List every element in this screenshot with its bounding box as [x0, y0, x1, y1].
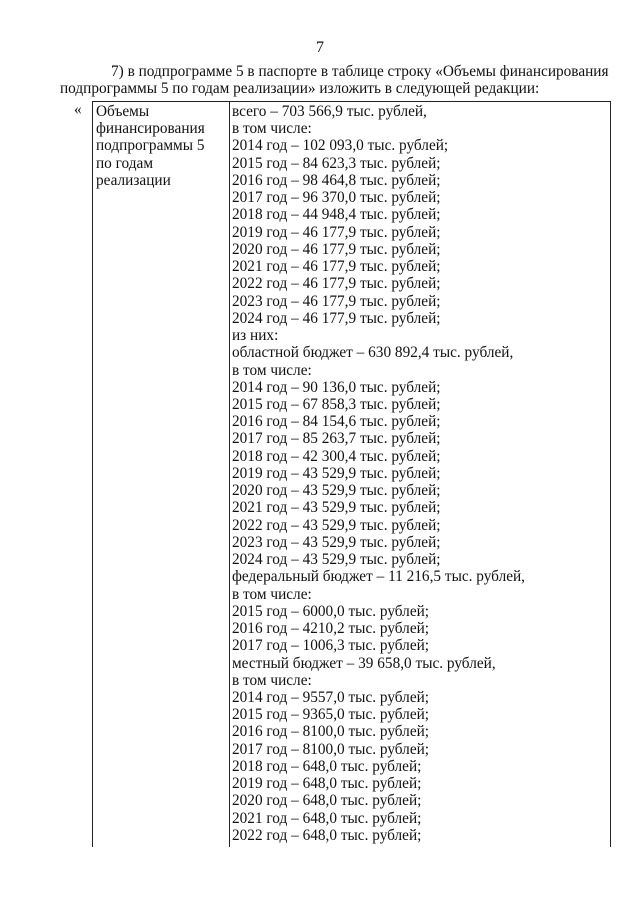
table-value-line: федеральный бюджет – 11 216,5 тыс. рублей,	[232, 568, 526, 586]
table-value-line: 2020 год – 43 529,9 тыс. рублей;	[232, 482, 441, 500]
intro-line-1: 7) в подпрограмме 5 в паспорте в таблице строку «Объемы финансирования	[111, 63, 609, 80]
table-label-line: подпрограммы 5	[96, 137, 205, 155]
table-value-line: 2018 год – 42 300,4 тыс. рублей;	[232, 447, 441, 465]
table-value-line: 2016 год – 98 464,8 тыс. рублей;	[232, 171, 441, 189]
intro-paragraph	[60, 63, 620, 97]
table-label-line: Объемы	[96, 103, 150, 120]
table-value-line: всего – 703 566,9 тыс. рублей,	[232, 103, 427, 120]
table-value-line: 2017 год – 96 370,0 тыс. рублей;	[232, 189, 441, 207]
table-value-line: 2020 год – 648,0 тыс. рублей;	[232, 792, 422, 810]
table-value-line: 2014 год – 102 093,0 тыс. рублей;	[232, 137, 449, 155]
table-value-line: 2019 год – 648,0 тыс. рублей;	[232, 775, 422, 793]
table-value-line: местный бюджет – 39 658,0 тыс. рублей,	[232, 654, 496, 672]
table-label-line: по годам	[96, 154, 154, 172]
table-value-line: 2015 год – 6000,0 тыс. рублей;	[232, 602, 430, 620]
table-value-line: в том числе:	[232, 120, 312, 138]
table-label-cell	[93, 102, 230, 847]
table-value-line: 2014 год – 9557,0 тыс. рублей;	[232, 688, 430, 706]
table-value-line: 2015 год – 9365,0 тыс. рублей;	[232, 706, 430, 724]
table-value-line: 2021 год – 46 177,9 тыс. рублей;	[232, 258, 441, 276]
table-value-line: в том числе:	[232, 361, 312, 379]
table-value-line: 2019 год – 43 529,9 тыс. рублей;	[232, 464, 441, 482]
page-number: 7	[316, 39, 324, 56]
table-value-line: 2016 год – 4210,2 тыс. рублей;	[232, 620, 430, 638]
table-value-line: 2017 год – 85 263,7 тыс. рублей;	[232, 430, 441, 448]
table-value-line: 2015 год – 67 858,3 тыс. рублей;	[232, 395, 441, 413]
table-value-line: 2017 год – 8100,0 тыс. рублей;	[232, 740, 430, 758]
table-label-line: реализации	[96, 171, 171, 189]
table-value-line: 2014 год – 90 136,0 тыс. рублей;	[232, 378, 441, 396]
table-value-line: 2017 год – 1006,3 тыс. рублей;	[232, 637, 430, 655]
table-value-line: областной бюджет – 630 892,4 тыс. рублей,	[232, 344, 514, 362]
table-value-line: 2016 год – 8100,0 тыс. рублей;	[232, 723, 430, 741]
table-value-line: 2018 год – 648,0 тыс. рублей;	[232, 757, 422, 775]
table-value-line: 2023 год – 46 177,9 тыс. рублей;	[232, 292, 441, 310]
table-value-line: 2021 год – 648,0 тыс. рублей;	[232, 809, 422, 827]
table-value-line: 2024 год – 46 177,9 тыс. рублей;	[232, 309, 441, 327]
table-value-line: 2018 год – 44 948,4 тыс. рублей;	[232, 206, 441, 224]
financing-table	[92, 101, 611, 847]
table-value-line: 2020 год – 46 177,9 тыс. рублей;	[232, 240, 441, 258]
table-label-line: финансирования	[96, 120, 205, 138]
table-value-line: в том числе:	[232, 671, 312, 689]
table-value-line: 2016 год – 84 154,6 тыс. рублей;	[232, 413, 441, 431]
table-value-line: 2022 год – 43 529,9 тыс. рублей;	[232, 516, 441, 534]
table-value-line: в том числе:	[232, 585, 312, 603]
table-value-line: 2021 год – 43 529,9 тыс. рублей;	[232, 499, 441, 517]
opening-quote-mark: «	[74, 101, 82, 118]
table-value-line: из них:	[232, 327, 279, 345]
table-value-line: 2019 год – 46 177,9 тыс. рублей;	[232, 223, 441, 241]
table-value-line: 2022 год – 648,0 тыс. рублей;	[232, 826, 422, 844]
table-value-line: 2023 год – 43 529,9 тыс. рублей;	[232, 533, 441, 551]
table-value-line: 2022 год – 46 177,9 тыс. рублей;	[232, 275, 441, 293]
table-value-line: 2024 год – 43 529,9 тыс. рублей;	[232, 551, 441, 569]
intro-line-2: подпрограммы 5 по годам реализации» изложить в следующей редакции:	[60, 80, 540, 97]
table-value-line: 2015 год – 84 623,3 тыс. рублей;	[232, 154, 441, 172]
table-value-cell	[230, 102, 610, 847]
